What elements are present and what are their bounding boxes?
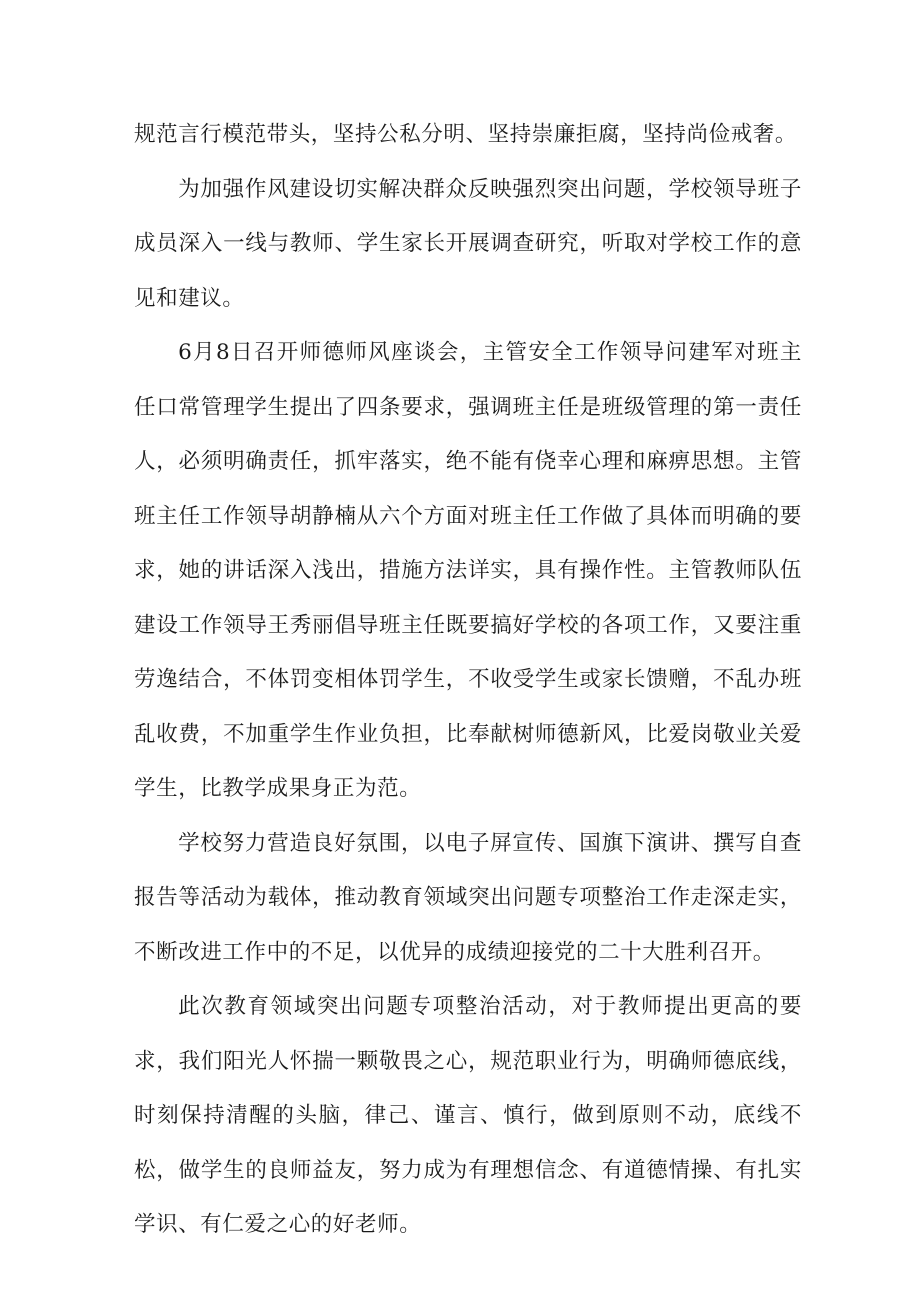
paragraph-4: 学校努力营造良好氛围，以电子屏宣传、国旗下演讲、撰写自查报告等活动为载体，推动教育领域突出问题专项整治工作走深走实，不断改进工作中的不足，以优异的成绩迎接党的二十大胜利召开。 — [134, 830, 802, 965]
paragraph-1: 规范言行模范带头，坚持公私分明、坚持崇廉拒腐，坚持尚俭戒奢。 — [134, 122, 798, 147]
paragraph-5: 此次教育领域突出问题专项整治活动，对于教师提出更高的要求，我们阳光人怀揣一颗敬畏之心，规范职业行为，明确师德底线，时刻保持清醒的头脑，律己、谨言、慎行，做到原则不动，底线不松，做学生的良师益友，努力成为有理想信念、有道德情操、有扎实学识、有仁爱之心的好老师。 — [134, 994, 802, 1237]
paragraph-3: 6月8日召开师德师风座谈会，主管安全工作领导问建军对班主任口常管理学生提出了四条要求，强调班主任是班级管理的第一责任人，必须明确责任，抓牢落实，绝不能有侥幸心理和麻痹思想。主管班主任工作领导胡静楠从六个方面对班主任工作做了具体而明确的要求，她的讲话深入浅出，措施方法详实，具有操作性。主管教师队伍建设工作领导王秀丽倡导班主任既要搞好学校的各项工作，又要注重劳逸结合，不体罚变相体罚学生，不收受学生或家长馈赠，不乱办班乱收费，不加重学生作业负担，比奉献树师德新风，比爱岗敬业关爱学生，比教学成果身正为范。 — [134, 340, 802, 801]
paragraph-2: 为加强作风建设切实解决群众反映强烈突出问题，学校领导班子成员深入一线与教师、学生家长开展调查研究，听取对学校工作的意见和建议。 — [134, 176, 802, 311]
document-body — [134, 108, 802, 1253]
